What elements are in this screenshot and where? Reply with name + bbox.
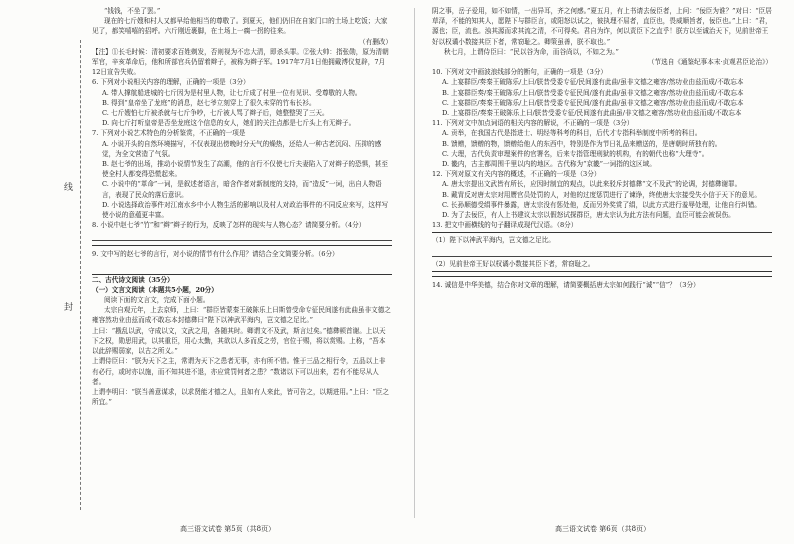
story-line: “钱钱，不坐了罢。” (104, 7, 161, 15)
q13-sentence-1: （1）陛下以神武平海内，岂文德之足比。 (432, 236, 555, 245)
q13-sentence-2: （2）见前世帝王好以权谲小数接其臣下者，常窃耻之。 (432, 259, 595, 268)
subsection-1-title: （一）文言文阅读（本题共5小题，20分） (92, 285, 218, 294)
q7-option-c: C. 小说中的“革命”一词，是叙述者语言，暗含作者对新制度的支持，而“造反”一词，出自人物语言，表现了民众的落后意识。 (102, 180, 382, 199)
reading-instruction: 阅读下面的文言文，完成下面小题。 (104, 296, 210, 305)
classical-passage: 秋七月，上谓侍臣曰：“民以谷为命，而谷尚以，不如之为。” (444, 47, 619, 56)
question-10: 10. 下列对文中画波浪线部分的断句，正确的一项是（3分） (432, 68, 608, 77)
answer-line[interactable] (432, 248, 772, 257)
q11-option-b: B. 馈赠，馈赠的物，馈赠给他人的东西中，特别是作为节日礼品来赠送的，是唐朝时所独有的。 (442, 139, 722, 148)
q10-option-c: C. 上宴群臣/奏秦王破陈乐/上曰/朕昔受委专征民间/遂有此曲/虽非文德之雍容/然功业由兹而成/不敢忘本 (442, 98, 744, 107)
question-8: 8. 小说中赵七爷“竹”和“辫”辫子的行为，反映了怎样的现实与人物心态？请简要分析。（4分） (92, 221, 366, 230)
q6-option-d: D. 向七斤打听皇帝是否坐龙庭这个信息的女人，她们的关注点都是七斤头上有无辫子。 (102, 119, 356, 128)
classical-passage: 阴之事，岳子爱用，如不如情，一出异耳，齐之何感。”夏五月，有上书请去佞臣者，上问：“佞臣为谁？”对曰：“臣居草泽，不能的知其人，愿陛下与群臣言，或阳怒以试之，彼执理不屈者，直臣也，畏威顺旨者，佞臣也。”上曰：“君，源也；臣，流也。浊其源而求其流之清，不可得矣。君自为诈，何以责臣下之直乎！朕方以至诚治天下，见前世帝王好以权谲小数接其臣下者，常窃耻之。卿策虽善，朕不取也。” (432, 7, 772, 46)
passage-source: （节选自《通鉴纪事本末·贞观君臣论治》） (647, 58, 772, 67)
section-2-title: 二、古代诗文阅读（35分） (92, 275, 174, 284)
q11-option-a: A. 贡举，在我国古代是指进士、明经等科考的科目，后代才专指科举制度中所考的科目。 (442, 129, 702, 138)
binding-line (66, 40, 81, 510)
answer-line[interactable] (92, 232, 392, 241)
classical-passage: 上谓侍臣曰：“朕为天下之主，常谓为天下之患者无事，亦有所不惜。惟于三品之相行令，五品以上非有必行，或时亦以施，而不知其进不退，亦应赏罚何者之患？”数诸以下可以出来，若有不能尽从人者。 (92, 357, 386, 386)
question-14: 14. 诚信是中华美德，结合你对文章的理解，请简要概括唐太宗如何践行“诚”“信”？（3分） (432, 280, 700, 289)
question-11: 11. 下列对文中加点词语的相关内容的解说，不正确的一项是（3分） (432, 119, 634, 128)
q12-option-c: C. 长孙顺德受绢事件暴露，唐太宗没有惩处他，反而另外奖赏了绢，以此方式进行羞辱处理，让他自行纠错。 (442, 200, 761, 209)
classical-passage: 太宗自观元年，上去京师，上曰：“群臣皆蒙秦王破陈乐上曰斯曾受命专征民间遂有此曲虽非文德之雍容然功业由兹而成不敢忘本封德彝曰”陛下以神武平海内，岂文德之足比。” (92, 306, 391, 325)
binding-mark-seal: 封 (64, 303, 74, 313)
right-column (432, 6, 772, 290)
binding-mark-line: 线 (64, 183, 74, 193)
q10-option-a: A. 上宴群臣/奏秦王破陈乐/上曰/朕昔受委专征/民间遂有此曲/虽非文德之雍容/然功业由兹而成/不敢忘本 (442, 78, 744, 87)
left-column (92, 6, 392, 407)
classical-passage: 上曰：“戡乱以武，守成以文，文武之用，各随其时。卿谓文不及武，斯言过矣。”德彝顿首谢。上以天下之权，勋思用武，以其重臣，用心太勤，其欲以人多而反之劳，官位于赐，将以赏赐。上称，“吾本以此辞赐弱家，以古之所义。” (92, 326, 386, 356)
question-13-box (432, 232, 772, 271)
q6-option-c: C. 七斤嫂怕七斤被杀就与七斤争吵，七斤被人骂了辫子后，她整整哭了三天。 (102, 109, 329, 118)
q12-option-d: D. 为了去佞臣，有人上书建议太宗以假怒试探群臣，唐太宗认为此方法有问题，直臣可能会被误伤。 (442, 211, 735, 220)
q6-option-a: A. 带人撑航船进城的七斤因为是村里人物，让七斤成了村里一位有见识、受尊敬的人物。 (102, 88, 362, 97)
q12-option-a: A. 唐太宗提出文武皆有所长，应因时制宜的观点，以此来驳斥封德彝“文不及武”的论调，封德彝谢罪。 (442, 180, 742, 189)
q6-option-b: B. 得到“皇帝坐了龙庭”的消息，赵七爷立刻穿上了很久未穿的竹布长衫。 (102, 98, 316, 107)
question-7: 7. 下列对小说艺术特色的分析鉴赏，不正确的一项是 (92, 129, 246, 138)
question-13: 13. 把文中画横线的句子翻译成现代汉语。（8分） (432, 221, 578, 230)
column-divider (414, 8, 415, 518)
q11-option-d: D. 畿内，古主都周围千里以内的地区。古代称为“京畿”一词指的这区域。 (442, 160, 656, 169)
q7-option-d: D. 小说选择政治事件对江南水乡中小人物生活的影响以及村人对政治事件的不同反应来写，这样写使小说的意蕴更丰富。 (102, 200, 389, 220)
q7-option-b: B. 赵七爷的出场，推动小说情节发生了高潮，他的言行不仅使七斤夫妻陷入了对辫子的恐惧，甚至使全村人都变得恐慌起来。 (102, 160, 388, 179)
q7-option-a: A. 小说开头的自然环境描写，不仅表现出傍晚时分天气的燥热，还给人一种古老沉闷、压抑的感觉，为全文营造了气氛。 (102, 139, 382, 158)
source-note: （有删改） (359, 37, 392, 46)
q11-option-c: C. 大理，古代负责审理案件的官署名，后来专指管理刑狱的机构，有的朝代也称“大理寺”。 (442, 149, 709, 158)
page-footer-left: 高三语文试卷 第5页（共8页） (180, 525, 276, 533)
q10-option-b: B. 上宴群臣奏/秦王破陈乐/上曰/朕昔受委专征民间/遂有此曲/虽非文德之雍容/然功业由兹而成/不敢忘本 (442, 88, 744, 97)
footnote: 【注】①长毛时候：清初要求百姓剃发，否则视为不忠大清，即杀头罪。②张大帅：指张勋，原为清朝军官，辛亥革命后，他和所部官兵仍留着辫子，被称为辫子军。1917年7月1日他拥戴溥仪复辟，7月12日宣告失败。 (92, 47, 389, 77)
page-footer-right: 高三语文试卷 第6页（共8页） (555, 525, 651, 533)
question-9: 9. 文中写的赵七爷的言行，对小说的情节有什么作用？请结合全文简要分析。（6分） (92, 250, 339, 259)
question-9-box (92, 245, 392, 274)
classical-passage: 上谓李明曰：“朕当善意谋求，以求贤能才德之人，且如有人来此，皆可告之，以期进用。”上曰：“臣之所宜。” (92, 387, 389, 407)
q10-option-d: D. 上宴群臣/奏秦王破陈乐上曰/朕昔受委专征/民间遂有此曲虽/非文德之雍容/然功业由兹而成/不敢忘本 (442, 109, 742, 118)
q12-option-b: B. 戴胄反对唐太宗对用赝官员处罚的人，对他的过度惩罚进行了谏诤，终使唐太宗接受失小信于天下的意见。 (442, 190, 761, 199)
story-line: 现在的七斤嫂和村人又都早给他相当的尊敬了。到夏天，他们仍旧在自家门口的土场上吃饭；大家见了，都笑嘻嘻的招呼。六斤刚近裹脚，在土场上一瘸一拐的往来。 (92, 17, 388, 36)
question-12: 12. 下列对原文有关内容的概述，不正确的一项是（3分） (432, 170, 601, 179)
question-6: 6. 下列对小说相关内容的理解，正确的一项是（3分） (92, 78, 250, 87)
question-14-box (432, 276, 772, 290)
